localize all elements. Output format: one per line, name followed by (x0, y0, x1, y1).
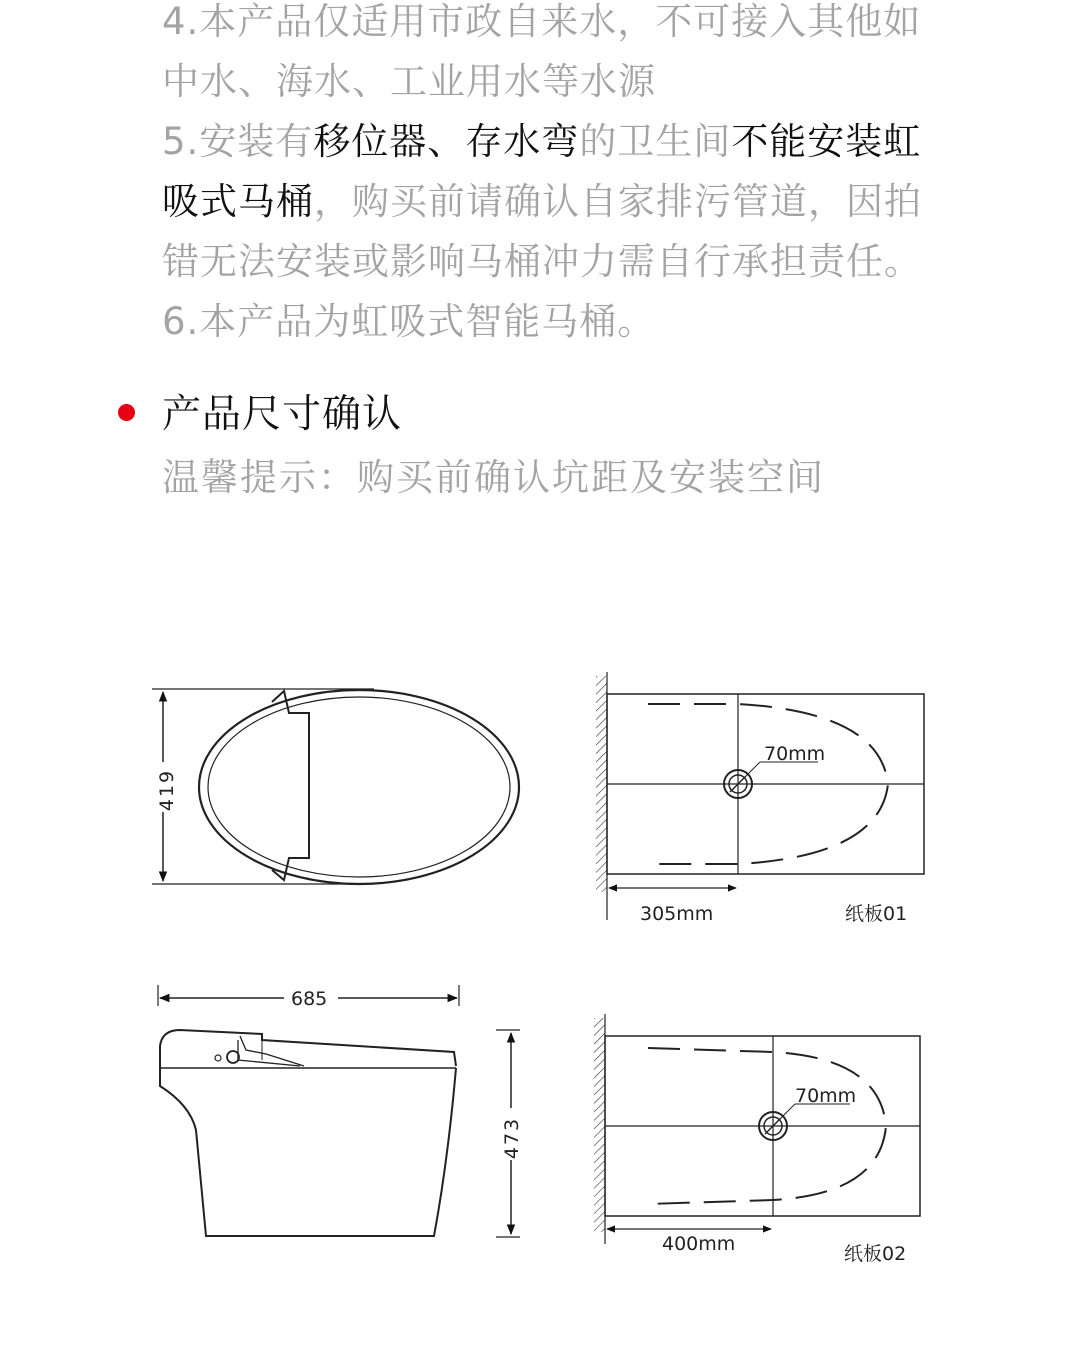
toilet-side-view (158, 985, 520, 1237)
toilet-top-view (152, 689, 519, 884)
note-5-mid: 的卫生间 (579, 120, 732, 163)
top-view-width-label: 419 (156, 768, 178, 812)
board-01-hole-label: 70mm (764, 743, 826, 765)
note-5-line-3: 错无法安装或影响马桶冲力需自行承担责任。 (162, 240, 922, 283)
note-4-line-2: 中水、海水、工业用水等水源 (162, 60, 656, 103)
board-01-name: 纸板01 (845, 903, 908, 925)
board-02-hole-label: 70mm (795, 1085, 857, 1107)
note-5-prefix: 5.安装有 (162, 120, 314, 163)
note-5-rest: ，购买前请确认自家排污管道，因拍 (314, 180, 922, 223)
note-5-highlight-3: 吸式马桶 (162, 180, 314, 223)
note-4-line-1: 4.本产品仅适用市政自来水，不可接入其他如 (162, 0, 922, 43)
note-6: 6.本产品为虹吸式智能马桶。 (162, 300, 656, 343)
section-tip: 温馨提示：购买前确认坑距及安装空间 (162, 456, 825, 499)
template-board-01 (596, 672, 924, 920)
note-5-highlight-2: 不能安装虹 (731, 120, 922, 163)
note-5-highlight-1: 移位器、存水弯 (313, 120, 580, 163)
section-title: 产品尺寸确认 (162, 392, 403, 437)
side-view-height-label: 473 (501, 1116, 523, 1160)
board-02-distance-label: 400mm (662, 1233, 736, 1255)
template-board-02 (594, 1014, 920, 1244)
board-01-distance-label: 305mm (640, 903, 714, 925)
board-02-name: 纸板02 (844, 1243, 907, 1265)
side-view-length-label: 685 (291, 988, 328, 1010)
